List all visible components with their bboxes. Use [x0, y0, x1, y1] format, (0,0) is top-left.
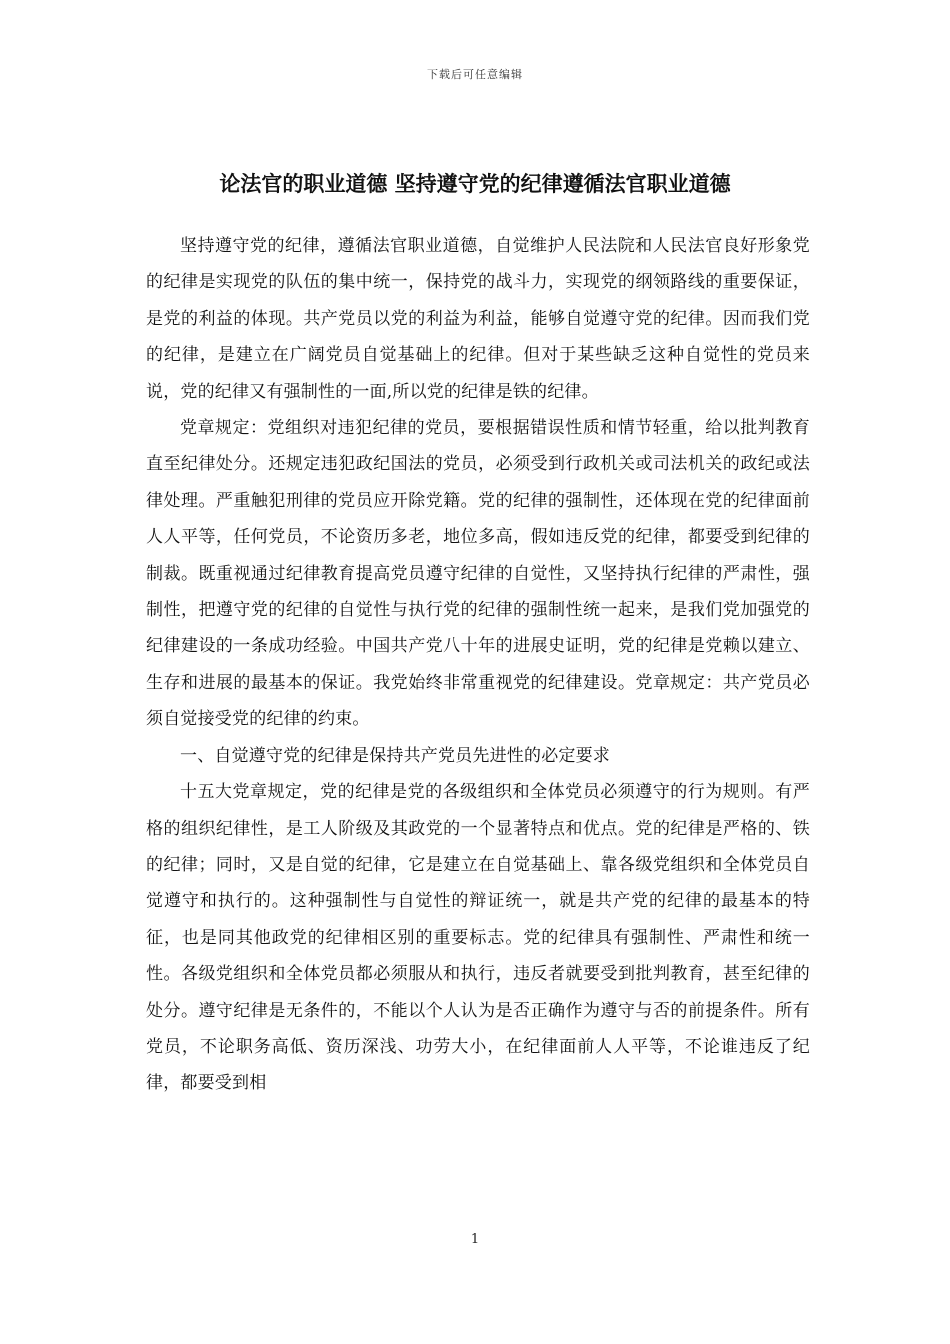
header-note: 下载后可任意编辑 [427, 68, 523, 81]
page-number: 1 [470, 1232, 480, 1247]
document-body [146, 228, 810, 1102]
paragraph-1: 坚持遵守党的纪律，遵循法官职业道德，自觉维护人民法院和人民法官良好形象党的纪律是实现党的队伍的集中统一，保持党的战斗力，实现党的纲领路线的重要保证，是党的利益的体现。共产党员以党的利益为利益，能够自觉遵守党的纪律。因而我们党的纪律，是建立在广阔党员自觉基础上的纪律。但对于某些缺乏这种自觉性的党员来说，党的纪律又有强制性的一面,所以党的纪律是铁的纪律。 [146, 236, 810, 402]
paragraph-2: 党章规定：党组织对违犯纪律的党员，要根据错误性质和情节轻重，给以批判教育直至纪律处分。还规定违犯政纪国法的党员，必须受到行政机关或司法机关的政纪或法律处理。严重触犯刑律的党员应开除党籍。党的纪律的强制性，还体现在党的纪律面前人人平等，任何党员，不论资历多老，地位多高，假如违反党的纪律，都要受到纪律的制裁。既重视通过纪律教育提高党员遵守纪律的自觉性，又坚持执行纪律的严肃性，强制性，把遵守党的纪律的自觉性与执行党的纪律的强制性统一起来，是我们党加强党的纪律建设的一条成功经验。中国共产党八十年的进展史证明，党的纪律是党赖以建立、生存和进展的最基本的保证。我党始终非常重视党的纪律建设。党章规定：共产党员必须自觉接受党的纪律的约束。 [146, 418, 810, 730]
section-heading: 一、自觉遵守党的纪律是保持共产党员先进性的必定要求 [180, 745, 610, 766]
document-title: 论法官的职业道德 坚持遵守党的纪律遵循法官职业道德 [219, 171, 731, 197]
paragraph-3: 十五大党章规定，党的纪律是党的各级组织和全体党员必须遵守的行为规则。有严格的组织纪律性，是工人阶级及其政党的一个显著特点和优点。党的纪律是严格的、铁的纪律；同时，又是自觉的纪律，它是建立在自觉基础上、靠各级党组织和全体党员自觉遵守和执行的。这种强制性与自觉性的辩证统一，就是共产党的纪律的最基本的特征，也是同其他政党的纪律相区别的重要标志。党的纪律具有强制性、严肃性和统一性。各级党组织和全体党员都必须服从和执行，违反者就要受到批判教育，甚至纪律的处分。遵守纪律是无条件的，不能以个人认为是否正确作为遵守与否的前提条件。所有党员，不论职务高低、资历深浅、功劳大小，在纪律面前人人平等，不论谁违反了纪律，都要受到相 [146, 782, 810, 1094]
